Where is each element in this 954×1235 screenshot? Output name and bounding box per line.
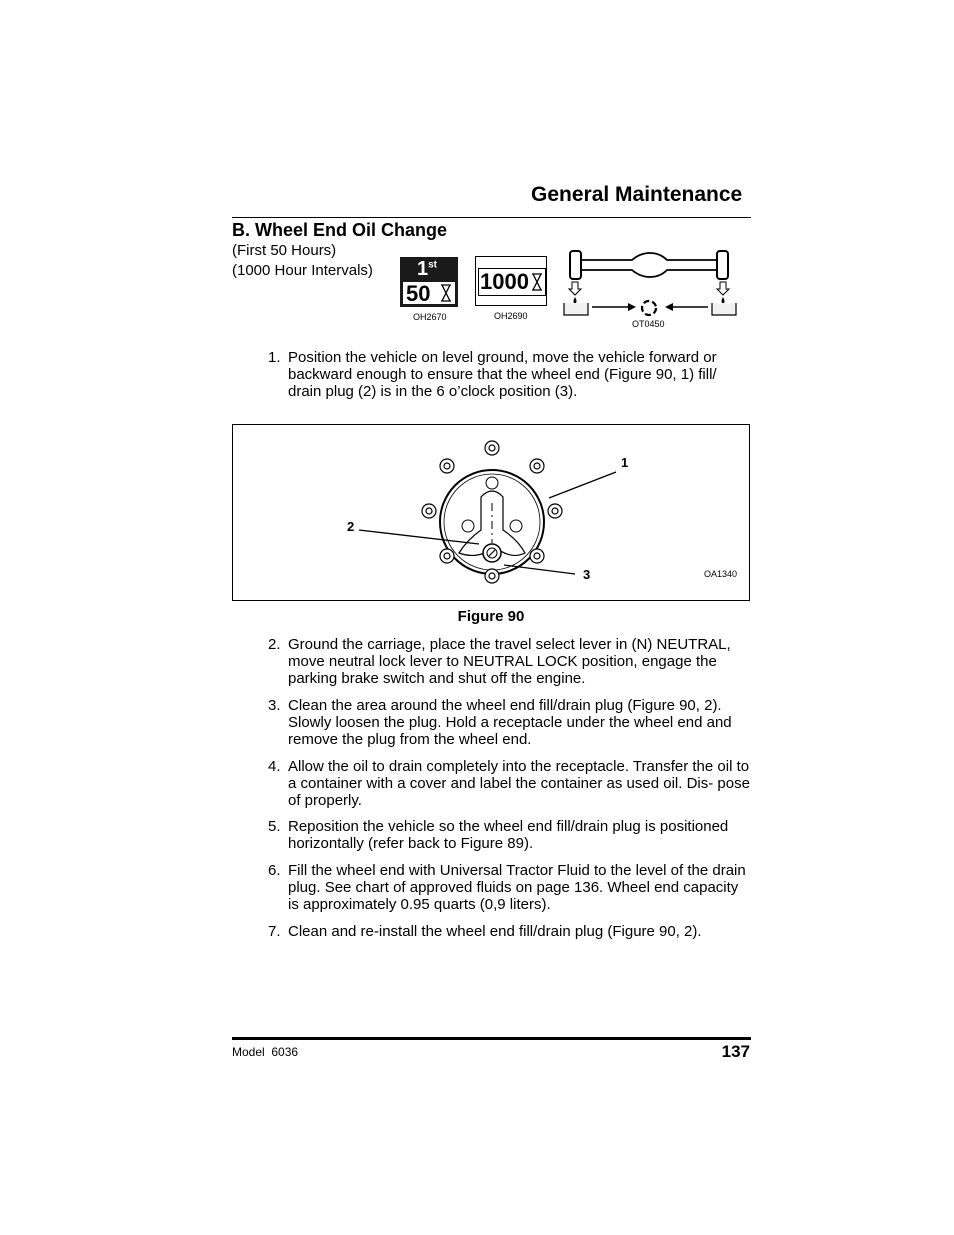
first-hours: 50 (406, 281, 431, 306)
subsection-title: B. Wheel End Oil Change (232, 220, 448, 240)
section-title: General Maintenance (531, 183, 743, 206)
interval-first: (First 50 Hours) (232, 242, 337, 259)
step-4 (232, 758, 752, 810)
page-number: 137 (721, 1042, 750, 1061)
interval-repeat: (1000 Hour Intervals) (232, 262, 373, 279)
step-number: 5. (268, 818, 281, 835)
step-text: Clean and re-install the wheel end fill/drain plug (Figure 90, 2). (288, 923, 702, 940)
step-6 (232, 862, 752, 914)
hourglass-icon (440, 284, 452, 302)
interval-service-icon (475, 256, 547, 306)
step-text: Reposition the vehicle so the wheel end fill/drain plug is positioned horizontally (refer back to Figure 89). (288, 818, 729, 852)
hourglass-icon (531, 273, 543, 291)
step-number: 4. (268, 758, 281, 775)
step-5 (232, 818, 752, 854)
interval-hours-panel (478, 268, 546, 296)
header-rule (232, 217, 751, 218)
figure-code: OA1340 (704, 569, 738, 579)
figure-caption: Figure 90 (457, 608, 525, 625)
wheel-hub-diagram (233, 425, 749, 600)
step-text: Allow the oil to drain completely into the receptacle. Transfer the oil to a container with a cover and label the container as used oil. Dis- pose of properly. (288, 758, 750, 809)
callout-1: 1 (621, 455, 629, 470)
callout-3: 3 (583, 567, 591, 582)
step-number: 7. (268, 923, 281, 940)
first-hours-panel (403, 282, 455, 304)
step-number: 3. (268, 697, 281, 714)
step-text: Position the vehicle on level ground, move the vehicle forward or backward enough to ensure that the wheel end (Figure 90, 1) fill/ drain plug (2) is in the 6 o’clock position (3). (288, 349, 717, 400)
step-text: Clean the area around the wheel end fill/drain plug (Figure 90, 2). Slowly loosen the plug. Hold a receptacle under the wheel end and remove the plug from the wheel end. (288, 697, 732, 748)
figure-frame (232, 424, 750, 601)
step-3 (232, 697, 752, 749)
first-service-icon (400, 257, 458, 307)
footer-rule (232, 1037, 751, 1040)
step-text: Ground the carriage, place the travel select lever in (N) NEUTRAL, move neutral lock lever to NEUTRAL LOCK position, engage the parking brake switch and shut off the engine. (288, 636, 731, 687)
step-number: 6. (268, 862, 281, 879)
model-label: Model 6036 (232, 1045, 299, 1059)
step-number: 1. (268, 349, 281, 366)
step-2 (232, 636, 752, 688)
first-label: 1st (417, 258, 438, 280)
callout-2: 2 (347, 519, 355, 534)
drain-recycle-icon (560, 248, 740, 320)
first-service-code: OH2670 (413, 312, 447, 322)
step-7 (232, 923, 752, 941)
step-text: Fill the wheel end with Universal Tractor Fluid to the level of the drain plug. See chart of approved fluids on page 136. Wheel end capacity is approximately 0.95 quarts (0,9 liters). (288, 862, 746, 913)
drain-recycle-code: OT0450 (632, 319, 665, 329)
step-1 (232, 349, 752, 401)
step-number: 2. (268, 636, 281, 653)
interval-service-code: OH2690 (494, 311, 528, 321)
interval-hours: 1000 (480, 269, 529, 294)
